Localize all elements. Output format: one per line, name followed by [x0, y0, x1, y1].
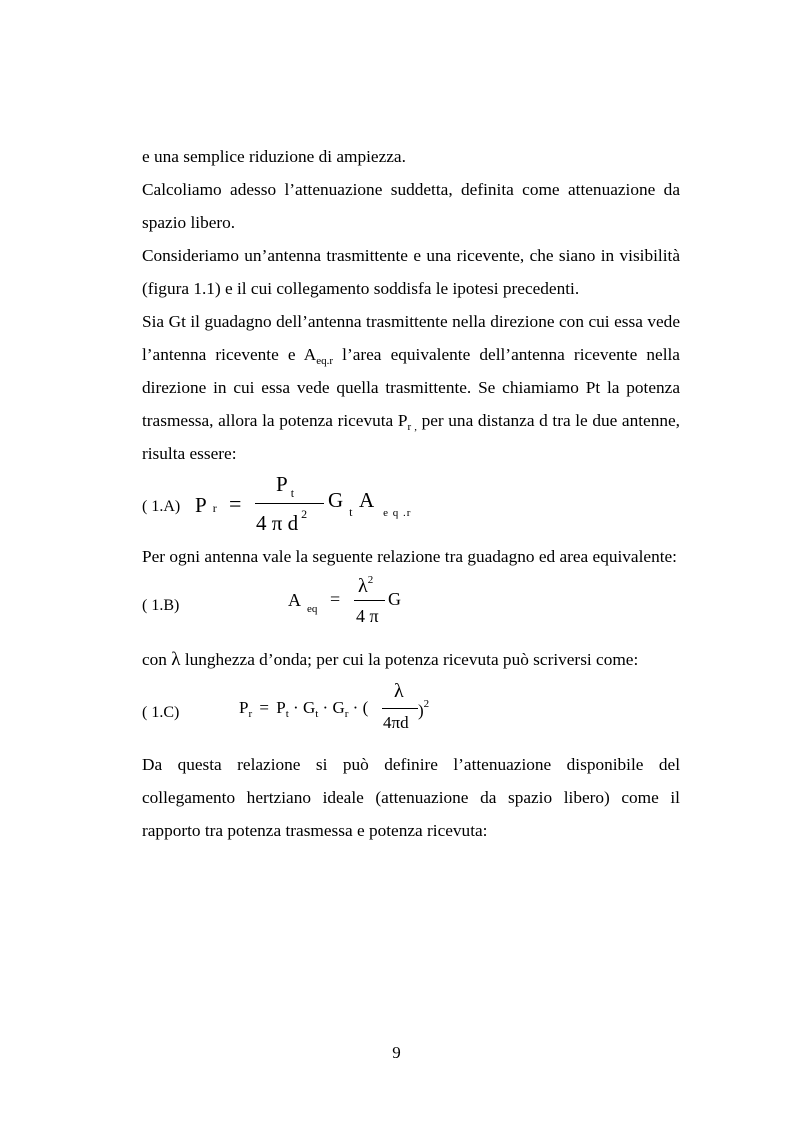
paragraph-2: Calcoliamo adesso l’attenuazione suddetta, definita come attenuazione da spazio libero. — [142, 180, 680, 232]
eq-c-expression: $P_r = P_t \cdot G_t \cdot G_r$ · ( — [239, 698, 369, 720]
eq-c-close: )$^2$ — [418, 698, 430, 720]
paragraph-3: Consideriamo un’antenna trasmittente e una ricevente, che siano in visibilità (figura 1.1) e il cui collegamento soddisfa le ipotesi precedenti. — [142, 246, 680, 298]
equation-1c — [142, 678, 680, 744]
eq-a-lhs: Pr — [195, 493, 217, 517]
paragraph-6-part-a: con — [142, 650, 172, 669]
page-number: 9 — [392, 1043, 401, 1062]
eq-a-aeq: $A_{e q .r}$ — [359, 488, 412, 519]
eq-c-denominator: 4πd — [383, 713, 409, 732]
eq-b-lhs: A $_{eq}$ — [288, 590, 318, 615]
paragraph-4-part-c: per una distanza d tra le due antenne, risulta essere: — [142, 411, 680, 463]
paragraph-7: Da questa relazione si può definire l’attenuazione disponibile del collegamento hertziano ideale (attenuazione da spazio libero) come il rapporto tra potenza trasmessa e potenza ricevuta: — [142, 755, 680, 840]
eq-a-fraction-bar — [255, 503, 324, 504]
equation-label: ( 1.A) — [142, 498, 181, 515]
eq-a-equals: = — [229, 491, 242, 516]
eq-a-numerator: P $_t$ — [276, 472, 295, 500]
aeq-subscript: eq.r — [316, 355, 334, 367]
paragraph-6-part-b: lunghezza d’onda; per cui la potenza ricevuta può scriversi come: — [180, 650, 639, 669]
paragraph-1: e una semplice riduzione di ampiezza. — [142, 147, 406, 166]
eq-c-fraction-bar — [382, 708, 418, 709]
eq-b-numerator: $\lambda^2$ — [358, 574, 374, 597]
paragraph-4 — [142, 305, 680, 470]
paragraph-5: Per ogni antenna vale la seguente relazione tra guadagno ed area equivalente: — [142, 547, 677, 566]
eq-b-denominator: 4 π — [356, 606, 379, 626]
page-body — [142, 140, 680, 847]
pr-subscript: r , — [407, 421, 417, 433]
eq-b-rhs: G — [388, 589, 401, 609]
equation-label: ( 1.C) — [142, 704, 180, 721]
equation-label: ( 1.B) — [142, 597, 180, 614]
eq-b-equals: = — [330, 589, 341, 609]
paragraph-4-part-b: l’area equivalente dell’antenna ricevente nella direzione in cui essa vede quella trasmittente. Se chiamiamo Pt la potenza trasmessa, allora la potenza ricevuta P — [142, 345, 680, 430]
eq-c-numerator: λ — [394, 680, 404, 702]
equation-1b — [142, 575, 680, 639]
paragraph-6 — [142, 643, 680, 676]
eq-a-denominator: 4 π d $^2$ — [256, 507, 308, 535]
lambda-symbol: λ — [171, 649, 181, 670]
eq-a-g: G $_t$ — [328, 488, 353, 519]
eq-b-fraction-bar — [354, 600, 385, 601]
equation-1a — [142, 474, 680, 536]
paragraph-4-part-a: Sia Gt il guadagno dell’antenna trasmittente nella direzione con cui essa vede l’antenna ricevente e A — [142, 312, 680, 364]
